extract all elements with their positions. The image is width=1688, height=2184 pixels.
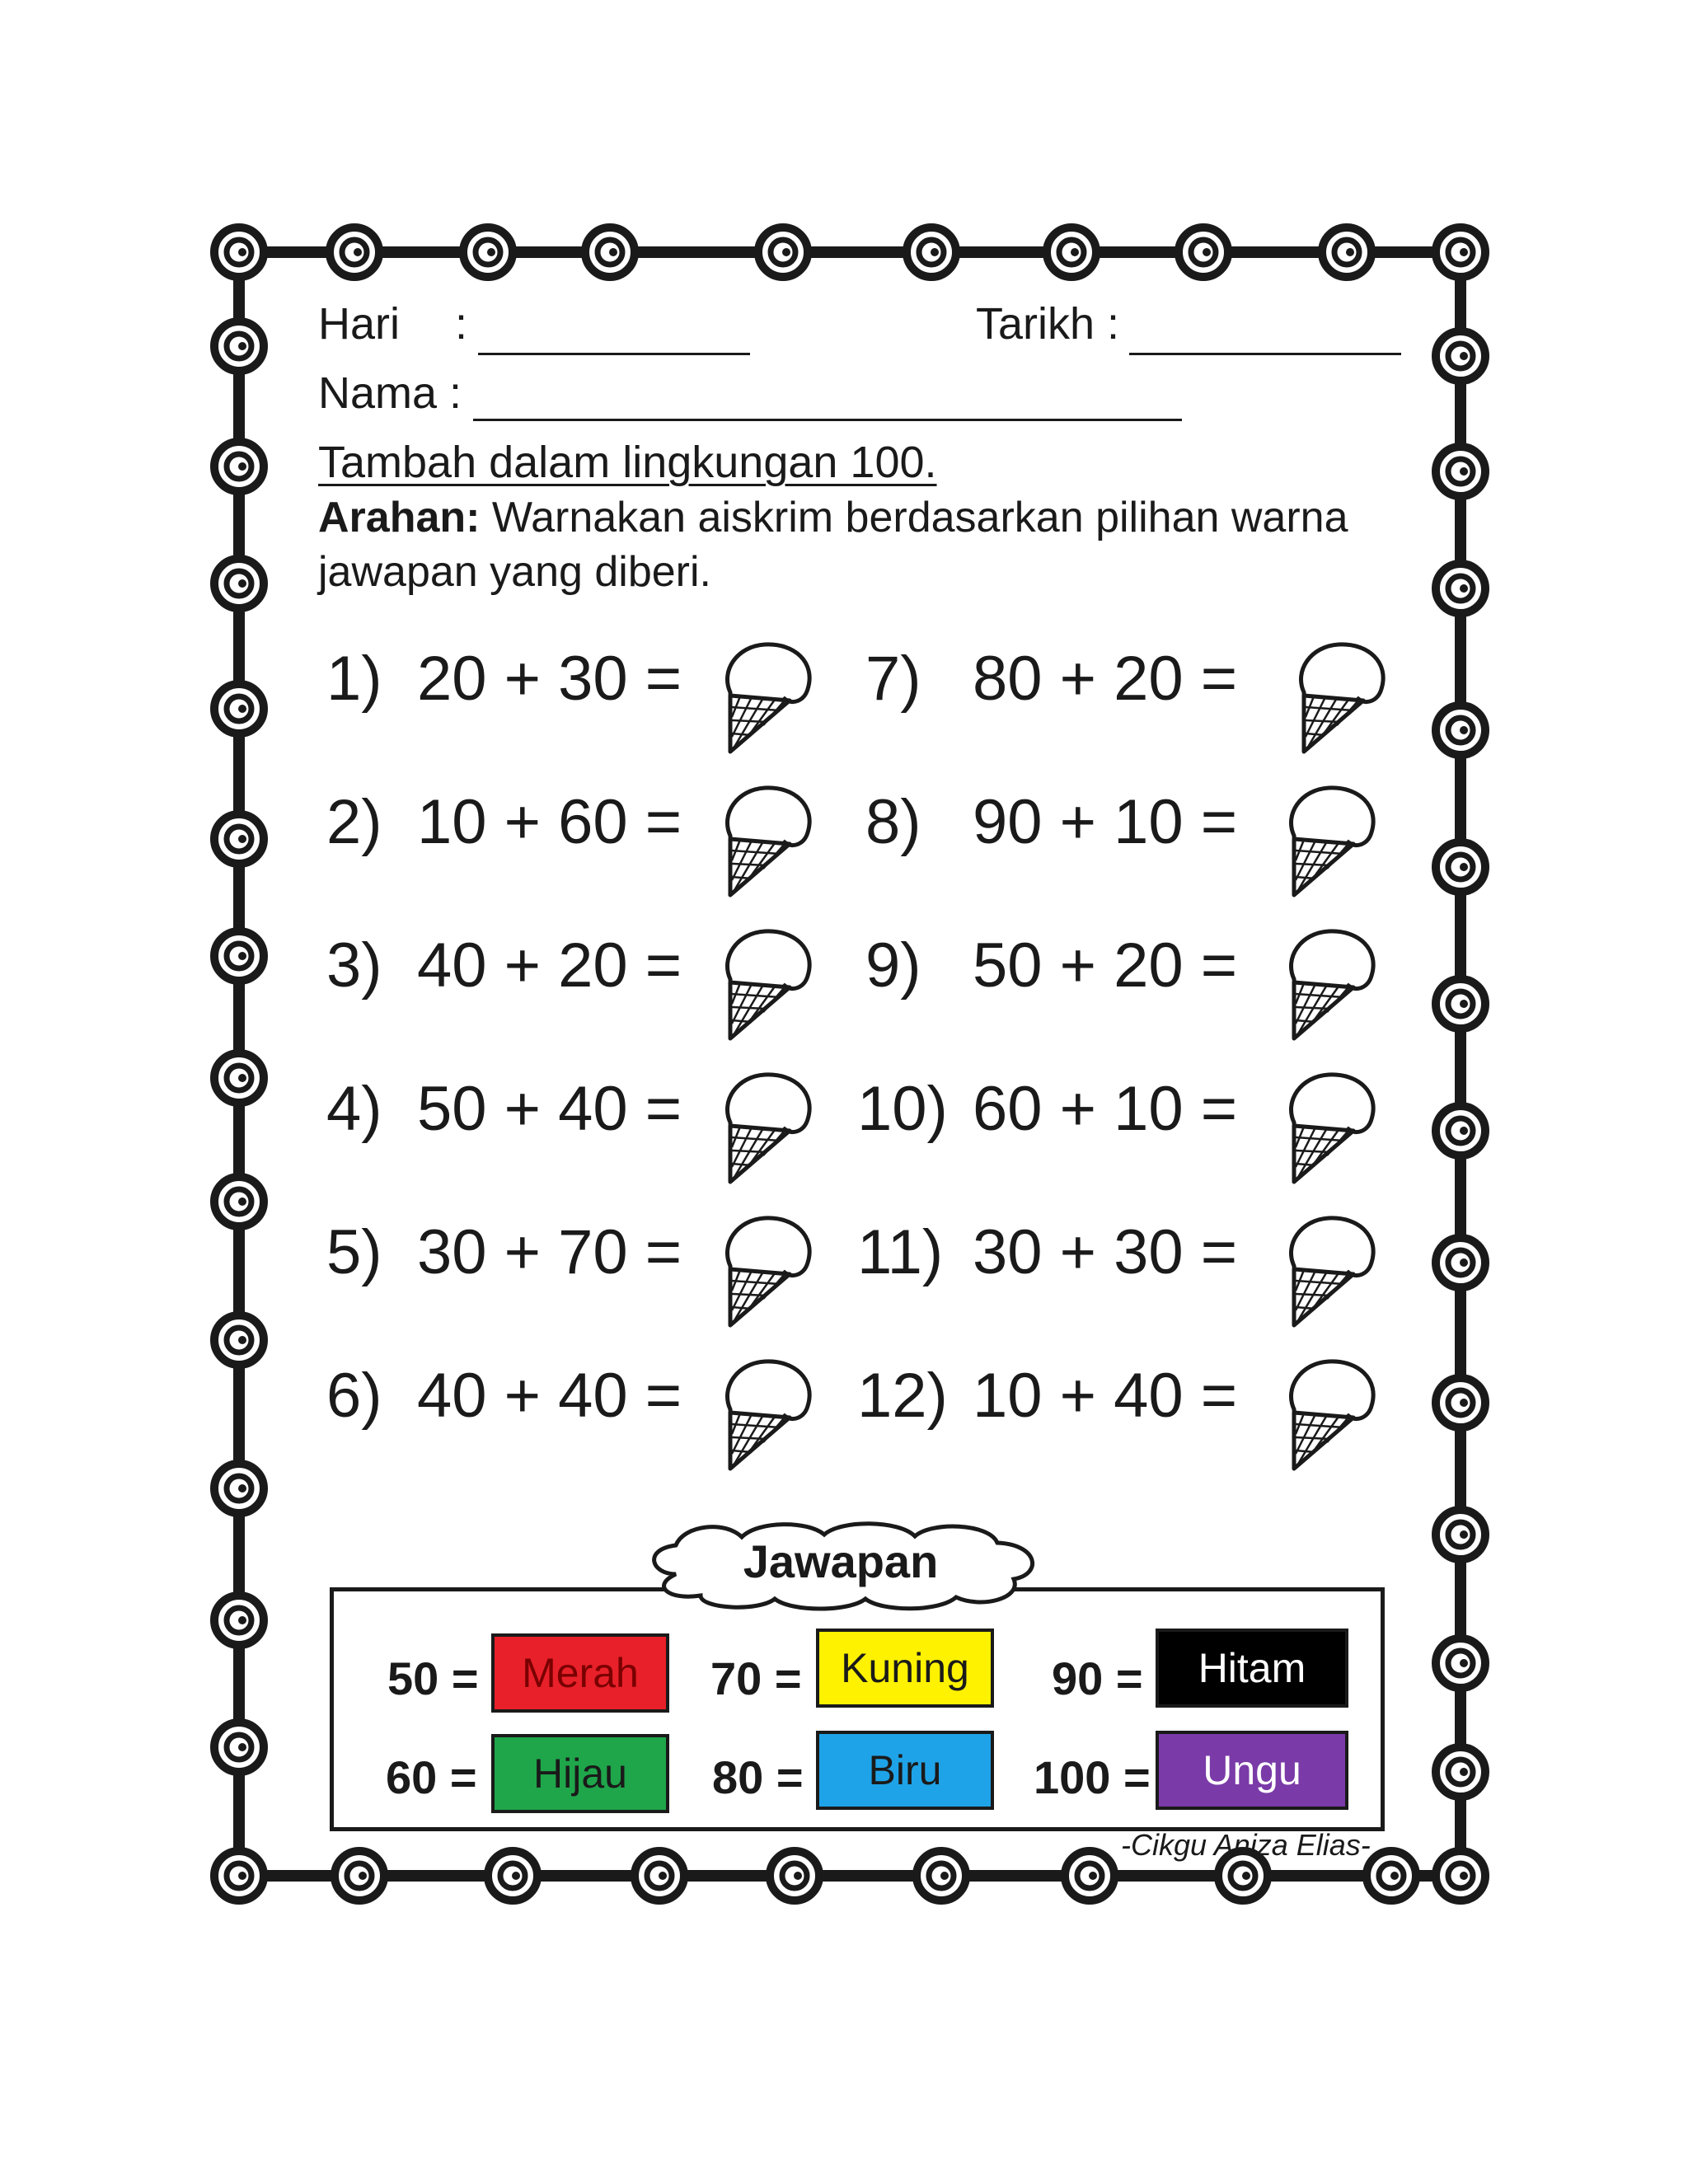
- key-value-80: 80 =: [712, 1751, 804, 1803]
- spiral-bead-icon: [214, 1177, 264, 1226]
- spiral-bead-icon: [214, 1315, 264, 1365]
- spiral-bead-icon: [1436, 1638, 1485, 1688]
- question-5: [326, 1216, 682, 1288]
- spiral-bead-icon: [1179, 227, 1228, 277]
- swatch-label: Kuning: [841, 1645, 969, 1691]
- spiral-bead-icon: [1436, 1747, 1485, 1797]
- spiral-bead-icon: [214, 814, 264, 864]
- spiral-bead-icon: [214, 1596, 264, 1645]
- swatch-label: Hijau: [533, 1750, 627, 1797]
- spiral-bead-icon: [585, 227, 635, 277]
- spiral-bead-icon: [463, 227, 513, 277]
- day-label: Hari: [318, 299, 401, 349]
- spiral-bead-icon: [214, 1053, 264, 1103]
- question-7: [865, 643, 1237, 715]
- spiral-bead-icon: [1436, 842, 1485, 892]
- swatch-kuning: [816, 1629, 994, 1708]
- question-1: [326, 643, 682, 715]
- spiral-bead-icon: [330, 227, 379, 277]
- question-number: 11): [857, 1217, 944, 1287]
- spiral-bead-icon: [1436, 331, 1485, 381]
- name-label: Nama :: [318, 368, 462, 418]
- question-expression: 80 + 20 =: [973, 644, 1238, 714]
- ice-cream-cone-icon[interactable]: [1282, 1352, 1381, 1475]
- spiral-bead-icon: [214, 559, 264, 608]
- ice-cream-cone-icon[interactable]: [1282, 1065, 1381, 1188]
- key-value-90: 90 =: [1052, 1652, 1143, 1704]
- instruction: [318, 491, 1348, 544]
- spiral-bead-icon: [1436, 564, 1485, 613]
- swatch-biru: [816, 1731, 994, 1810]
- spiral-bead-icon: [1322, 227, 1372, 277]
- question-expression: 40 + 40 =: [417, 1361, 682, 1431]
- question-expression: 10 + 40 =: [973, 1361, 1238, 1431]
- key-value-60: 60 =: [386, 1751, 477, 1803]
- question-number: 10): [857, 1074, 948, 1144]
- spiral-bead-icon: [1436, 1378, 1485, 1427]
- swatch-merah: [491, 1633, 669, 1713]
- question-number: 7): [865, 644, 921, 714]
- ice-cream-cone-icon[interactable]: [719, 635, 818, 758]
- question-2: [326, 786, 682, 858]
- question-expression: 50 + 40 =: [417, 1074, 682, 1144]
- ice-cream-cone-icon[interactable]: [719, 778, 818, 902]
- question-9: [865, 930, 1237, 1001]
- question-number: 3): [326, 930, 382, 1001]
- swatch-label: Merah: [522, 1650, 639, 1696]
- ice-cream-cone-icon[interactable]: [1282, 921, 1381, 1045]
- question-number: 1): [326, 644, 382, 714]
- instruction-text: Warnakan aiskrim berdasarkan pilihan warna: [480, 494, 1348, 541]
- question-expression: 20 + 30 =: [417, 644, 682, 714]
- question-10: [857, 1073, 1237, 1145]
- key-value-50: 50 =: [387, 1652, 479, 1704]
- key-value-70: 70 =: [710, 1652, 802, 1704]
- question-expression: 30 + 70 =: [417, 1217, 682, 1287]
- spiral-bead-icon: [1065, 1851, 1114, 1900]
- question-12: [857, 1360, 1237, 1432]
- spiral-bead-icon: [1367, 1851, 1416, 1900]
- spiral-bead-icon: [1436, 227, 1485, 277]
- ice-cream-cone-icon[interactable]: [719, 1352, 818, 1475]
- ice-cream-cone-icon[interactable]: [1292, 635, 1391, 758]
- name-input-line[interactable]: [473, 419, 1182, 421]
- worksheet-title: Tambah dalam lingkungan 100.: [318, 438, 937, 487]
- question-number: 6): [326, 1361, 382, 1431]
- answer-key-title: Jawapan: [743, 1535, 939, 1587]
- question-expression: 10 + 60 =: [417, 787, 682, 857]
- author-credit: -Cikgu Aniza Elias-: [1121, 1828, 1371, 1862]
- spiral-bead-icon: [907, 227, 956, 277]
- spiral-bead-icon: [758, 227, 808, 277]
- question-expression: 40 + 20 =: [417, 930, 682, 1001]
- swatch-ungu: [1156, 1731, 1348, 1810]
- instruction-line-2: jawapan yang diberi.: [318, 548, 711, 596]
- ice-cream-cone-icon[interactable]: [1282, 1208, 1381, 1332]
- spiral-bead-icon: [635, 1851, 684, 1900]
- swatch-label: Biru: [868, 1747, 942, 1793]
- spiral-bead-icon: [917, 1851, 966, 1900]
- spiral-bead-icon: [1436, 447, 1485, 496]
- spiral-bead-icon: [1047, 227, 1096, 277]
- spiral-bead-icon: [214, 931, 264, 981]
- day-colon: :: [455, 299, 468, 349]
- question-number: 4): [326, 1074, 382, 1144]
- question-expression: 60 + 10 =: [973, 1074, 1238, 1144]
- spiral-bead-icon: [1436, 1238, 1485, 1287]
- question-number: 5): [326, 1217, 382, 1287]
- day-input-line[interactable]: [478, 353, 750, 355]
- spiral-bead-icon: [1436, 979, 1485, 1029]
- ice-cream-cone-icon[interactable]: [719, 1208, 818, 1332]
- question-6: [326, 1360, 682, 1432]
- ice-cream-cone-icon[interactable]: [719, 921, 818, 1045]
- question-4: [326, 1073, 682, 1145]
- spiral-bead-icon: [335, 1851, 384, 1900]
- spiral-bead-icon: [1436, 1106, 1485, 1155]
- date-input-line[interactable]: [1129, 353, 1401, 355]
- question-8: [865, 786, 1237, 858]
- swatch-label: Hitam: [1198, 1645, 1306, 1691]
- question-number: 9): [865, 930, 921, 1001]
- ice-cream-cone-icon[interactable]: [719, 1065, 818, 1188]
- spiral-bead-icon: [488, 1851, 537, 1900]
- instruction-label: Arahan:: [318, 494, 481, 541]
- ice-cream-cone-icon[interactable]: [1282, 778, 1381, 902]
- swatch-hijau: [491, 1734, 669, 1813]
- swatch-label: Ungu: [1203, 1747, 1301, 1793]
- question-11: [857, 1216, 1237, 1288]
- question-3: [326, 930, 682, 1001]
- question-expression: 30 + 30 =: [973, 1217, 1238, 1287]
- spiral-bead-icon: [1436, 1851, 1485, 1900]
- question-expression: 50 + 20 =: [973, 930, 1238, 1001]
- spiral-bead-icon: [214, 684, 264, 733]
- swatch-hitam: [1156, 1629, 1348, 1708]
- question-expression: 90 + 10 =: [973, 787, 1238, 857]
- spiral-bead-icon: [214, 442, 264, 491]
- question-number: 2): [326, 787, 382, 857]
- date-label: Tarikh :: [976, 299, 1120, 349]
- spiral-bead-icon: [214, 1464, 264, 1513]
- key-value-100: 100 =: [1034, 1751, 1151, 1803]
- spiral-bead-icon: [1436, 1510, 1485, 1559]
- spiral-bead-icon: [214, 1851, 264, 1900]
- spiral-bead-icon: [214, 321, 264, 371]
- spiral-bead-icon: [1436, 705, 1485, 755]
- spiral-bead-icon: [214, 227, 264, 277]
- question-number: 12): [857, 1361, 948, 1431]
- spiral-bead-icon: [770, 1851, 819, 1900]
- question-number: 8): [865, 787, 921, 857]
- spiral-bead-icon: [214, 1722, 264, 1772]
